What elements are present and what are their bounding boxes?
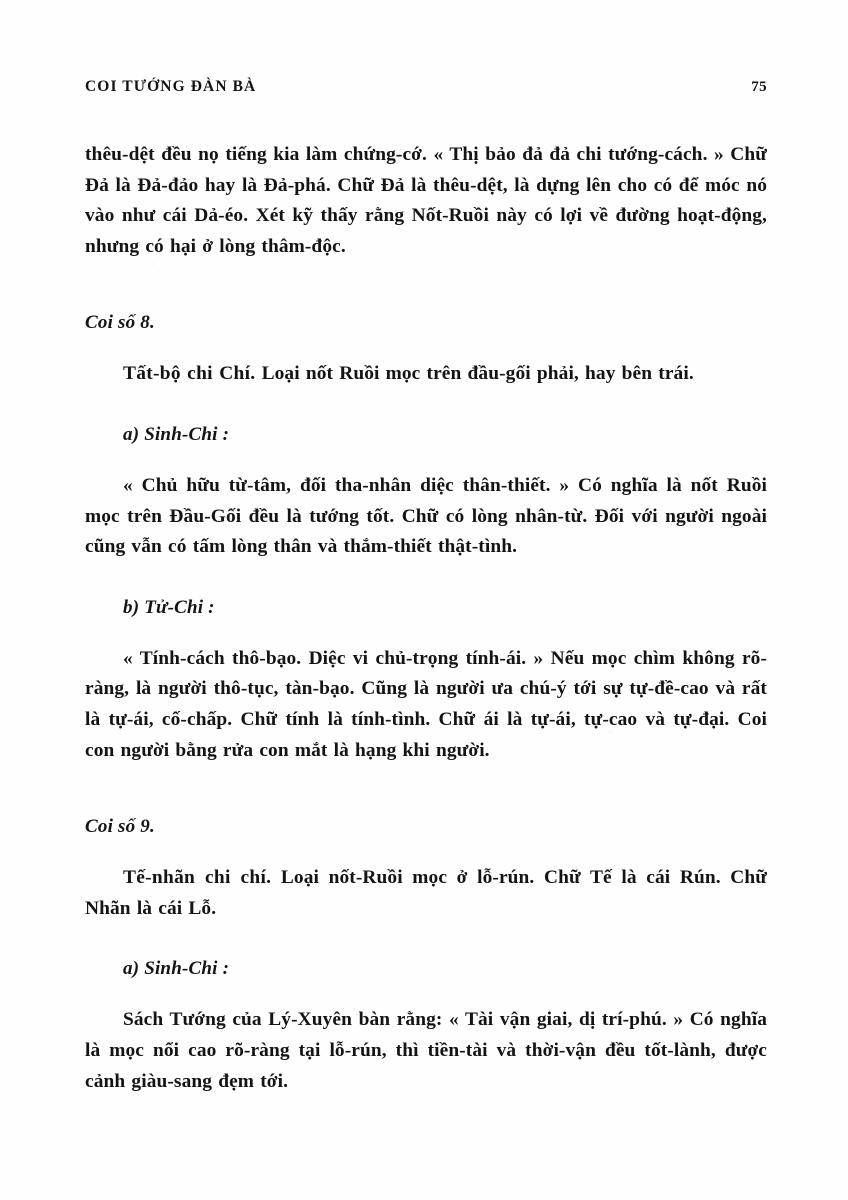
page-number: 75 — [751, 79, 767, 95]
section-heading-lead-8: Tất-bộ chi Chí. — [123, 363, 256, 385]
paragraph-continued: thêu-dệt đều nọ tiếng kia làm chứng-cớ. « Thị bảo đả đả chi tướng-cách. » Chữ Đả là Đả-đảo hay là Đả-phá. Chữ Đả là thêu-dệt, là dựng lên cho có để móc nó vào như cái Dả-éo. Xét kỹ thấy rằng Nốt-Ruồi này có lợi về đường hoạt-động, nhưng có hại ở lòng thâm-độc. — [85, 144, 767, 257]
subsection-enum-9a: a) — [123, 958, 140, 980]
subsection-enum-8b: b) — [123, 596, 140, 618]
subsection-text-8a: « Chủ hữu từ-tâm, đối tha-nhân diệc thân-thiết. » Có nghĩa là nốt Ruồi mọc trên Đầu-Gối đều là tướng tốt. Chữ có lòng nhân-từ. Đối với người ngoài cũng vẫn có tấm lòng thân và thắm-thiết thật-tình. — [85, 474, 767, 558]
running-head-title: COI TƯỚNG ĐÀN BÀ — [85, 77, 257, 96]
running-head — [85, 78, 767, 100]
block-gap — [85, 338, 767, 359]
section-heading-9 — [85, 863, 767, 924]
subsection-label-8a — [85, 420, 767, 450]
subsection-label-9a — [85, 954, 767, 984]
block-gap — [85, 563, 767, 593]
subsection-title-8a: Sinh-Chi — [144, 423, 218, 445]
subsection-title-9a: Sinh-Chi — [144, 958, 218, 980]
subsection-text-9a: Sách Tướng của Lý-Xuyên bàn rằng: « Tài vận giai, dị trí-phú. » Có nghĩa là mọc nổi cao rõ-ràng tại lỗ-rún, thì tiền-tài và thời-vận đều tốt-lành, được cảnh giàu-sang đẹm tới. — [85, 1009, 767, 1092]
subsection-title-8b: Tử-Chi — [144, 596, 204, 618]
subsection-label-8b — [85, 593, 767, 623]
subsection-enum-8a: a) — [123, 423, 140, 445]
subsection-colon-8b: : — [203, 596, 215, 618]
block-gap — [85, 984, 767, 1005]
section-heading-8 — [85, 359, 767, 390]
head-body-spacer — [85, 100, 767, 140]
subsection-colon-9a: : — [217, 958, 230, 980]
section-heading-rest-8: Loại nốt Ruồi mọc trên đầu-gối phải, hay bên trái. — [255, 363, 694, 385]
page-content — [85, 78, 767, 1097]
section-heading-rest-9: Loại nốt-Ruồi mọc ở lỗ-rún. Chữ Tế là cái Rún. Chữ Nhãn là cái Lỗ. — [85, 867, 767, 919]
block-gap — [85, 766, 767, 812]
block-gap — [85, 390, 767, 420]
block-gap — [85, 450, 767, 471]
section-label-8: Coi số 8. — [85, 312, 155, 334]
block-gap — [85, 842, 767, 863]
subsection-text-8b: « Tính-cách thô-bạo. Diệc vi chủ-trọng tính-ái. » Nếu mọc chìm không rõ-ràng, là người thô-tục, tàn-bạo. Cũng là người ưa chú-ý tới sự tự-đề-cao và rất là tự-ái, cố-chấp. Chữ tính là tính-tình. Chữ ái là tự-ái, tự-cao và tự-đại. Coi con người bằng rửa con mắt là hạng khi người. — [85, 647, 767, 761]
block-gap — [85, 262, 767, 308]
section-heading-lead-9: Tế-nhãn chi chí. — [123, 867, 272, 889]
subsection-colon-8a: : — [217, 423, 230, 445]
block-gap — [85, 623, 767, 644]
section-label-9: Coi số 9. — [85, 816, 155, 838]
block-gap — [85, 924, 767, 954]
